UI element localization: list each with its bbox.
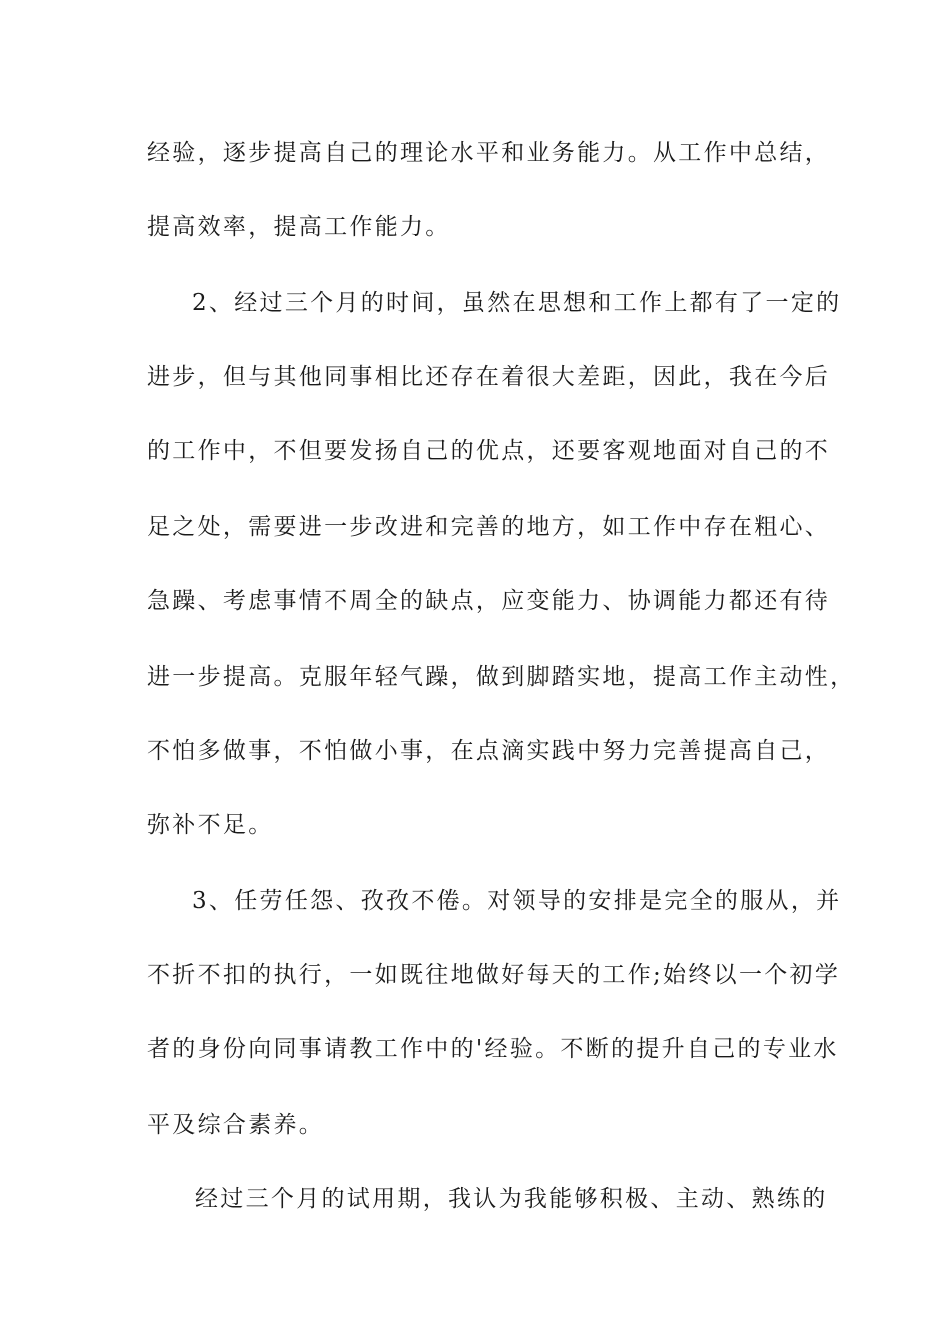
text-line: 急躁、考虑事情不周全的缺点，应变能力、协调能力都还有待 — [147, 588, 831, 614]
text-line: 进一步提高。克服年轻气躁，做到脚踏实地，提高工作主动性， — [147, 664, 856, 690]
paragraph-4-start: 经过三个月的试用期，我认为我能够积极、主动、熟练的 — [195, 1186, 828, 1212]
text-line: 足之处，需要进一步改进和完善的地方，如工作中存在粗心、 — [147, 514, 831, 540]
text-line: 不折不扣的执行，一如既往地做好每天的工作;始终以一个初学 — [147, 962, 841, 988]
text-line: 者的身份向同事请教工作中的'经验。不断的提升自己的专业水 — [147, 1036, 839, 1062]
paragraph-2-start: 2、经过三个月的时间，虽然在思想和工作上都有了一定的 — [192, 290, 842, 316]
text-line: 经验，逐步提高自己的理论水平和业务能力。从工作中总结， — [147, 140, 831, 166]
text-line: 平及综合素养。 — [147, 1112, 325, 1138]
text-line: 提高效率，提高工作能力。 — [147, 214, 451, 240]
text-line: 弥补不足。 — [147, 812, 274, 838]
text-line: 不怕多做事，不怕做小事，在点滴实践中努力完善提高自己， — [147, 738, 831, 764]
paragraph-3-start: 3、任劳任怨、孜孜不倦。对领导的安排是完全的服从，并 — [192, 888, 842, 914]
text-line: 进步，但与其他同事相比还存在着很大差距，因此，我在今后 — [147, 364, 831, 390]
text-line: 的工作中，不但要发扬自己的优点，还要客观地面对自己的不 — [147, 438, 831, 464]
